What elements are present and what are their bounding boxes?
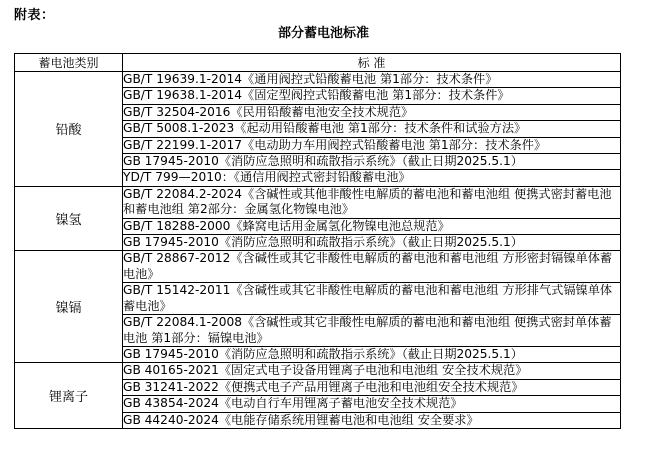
standard-cell: GB/T 19639.1-2014《通用阀控式铅酸蓄电池 第1部分：技术条件》 (123, 72, 621, 88)
battery-standards-table (14, 53, 621, 429)
table-title: 部分蓄电池标准 (277, 26, 369, 41)
standard-cell: GB/T 22084.1-2008《含碱性或其它非酸性电解质的蓄电池和蓄电池组 便携式密封单体蓄电池 第1部分：镉镍电池》 (123, 315, 621, 347)
standard-cell: GB/T 22199.1-2017《电动助力车用阀控式铅酸蓄电池 第1部分：技术条件》 (123, 137, 621, 153)
standard-cell: GB/T 19638.1-2014《固定型阀控式铅酸蓄电池 第1部分：技术条件》 (123, 88, 621, 104)
standard-cell: GB/T 5008.1-2023《起动用铅酸蓄电池 第1部分：技术条件和试验方法》 (123, 121, 621, 137)
standard-cell: GB/T 32504-2016《民用铅酸蓄电池安全技术规范》 (123, 104, 621, 120)
table-row (15, 251, 621, 283)
header-category: 蓄电池类别 (15, 54, 123, 72)
standard-cell: GB/T 22084.2-2024《含碱性或其他非酸性电解质的蓄电池和蓄电池组 便携式密封蓄电池和蓄电池组 第2部分：金属氢化物镍电池》 (123, 186, 621, 218)
category-cell-li-ion: 锂离子 (15, 363, 123, 429)
header-standard: 标 准 (123, 54, 621, 72)
annex-label: 附表： (14, 8, 55, 23)
standard-cell: GB 40165-2021《固定式电子设备用锂离子电池和电池组 安全技术规范》 (123, 363, 621, 379)
standard-cell: GB/T 15142-2011《含碱性或其它非酸性电解质的蓄电池和蓄电池组 方形排气式镉镍单体蓄电池》 (123, 283, 621, 315)
standard-cell: YD/T 799—2010：《通信用阀控式密封铅酸蓄电池》 (123, 170, 621, 186)
category-cell-nimh: 镍氢 (15, 186, 123, 251)
table-header-row (15, 54, 621, 72)
standard-cell: GB 43854-2024《电动自行车用锂离子蓄电池安全技术规范》 (123, 396, 621, 412)
standard-cell: GB/T 28867-2012《含碱性或其它非酸性电解质的蓄电池和蓄电池组 方形密封镉镍单体蓄电池》 (123, 251, 621, 283)
table-row (15, 363, 621, 379)
standard-cell: GB 17945-2010《消防应急照明和疏散指示系统》（截止日期2025.5.1） (123, 235, 621, 251)
standard-cell: GB 44240-2024《电能存储系统用锂蓄电池和电池组 安全要求》 (123, 412, 621, 428)
standard-cell: GB/T 18288-2000《蜂窝电话用金属氢化物镍电池总规范》 (123, 218, 621, 234)
category-cell-nicd: 镍镉 (15, 251, 123, 363)
table-row (15, 72, 621, 88)
category-cell-lead-acid: 铅酸 (15, 72, 123, 187)
standard-cell: GB 31241-2022《便携式电子产品用锂离子电池和电池组安全技术规范》 (123, 379, 621, 395)
standard-cell: GB 17945-2010《消防应急照明和疏散指示系统》（截止日期2025.5.1） (123, 154, 621, 170)
table-row (15, 186, 621, 218)
standard-cell: GB 17945-2010《消防应急照明和疏散指示系统》（截止日期2025.5.1） (123, 346, 621, 362)
